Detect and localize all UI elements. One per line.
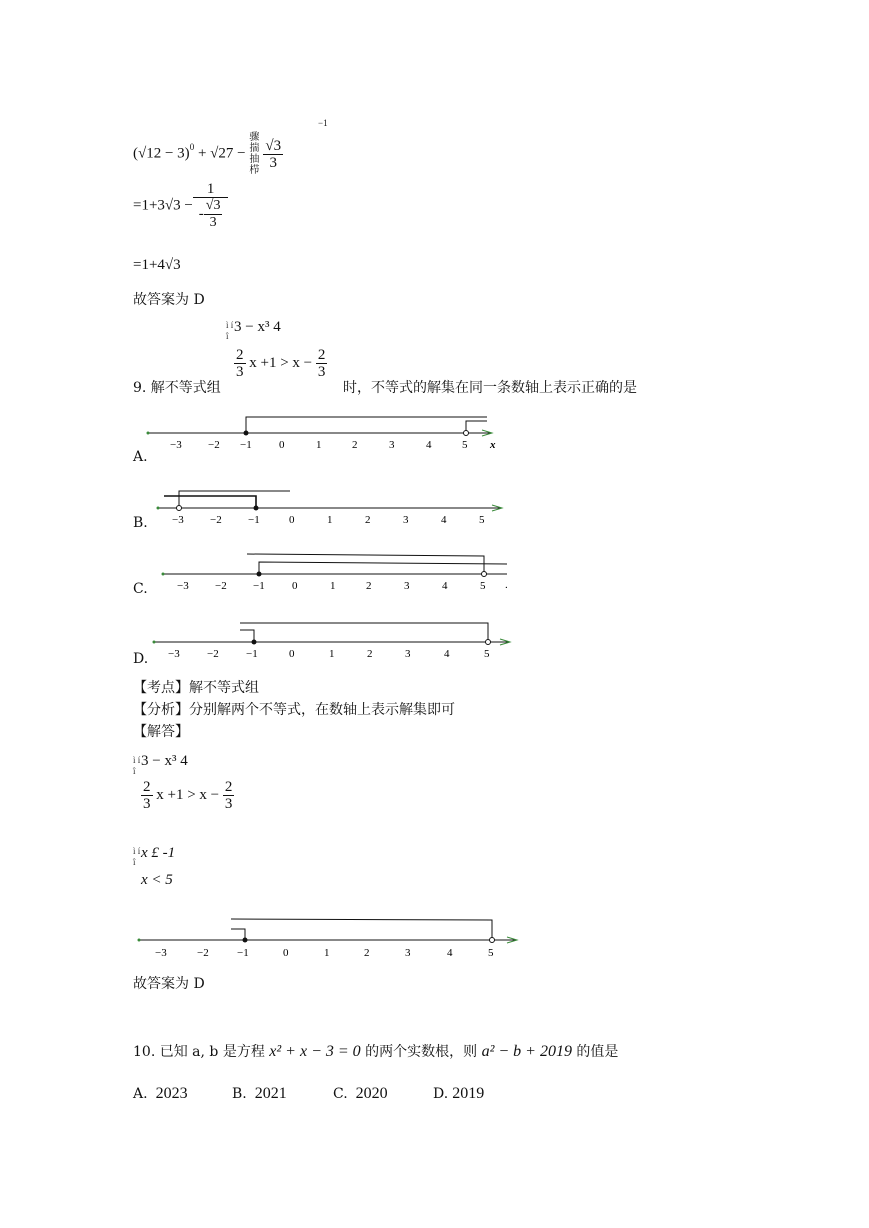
tick-label: 1 [329, 648, 335, 659]
q9-fenxi: 【分析】分别解两个不等式，在数轴上表示解集即可 [133, 702, 455, 718]
tick-label: 0 [283, 947, 289, 959]
calc-term-2: + √27 − [194, 145, 250, 162]
answer-q8: 故答案为 D [133, 292, 205, 308]
q9-option-d-numberline[interactable] [148, 617, 518, 659]
answer-q9: 故答案为 D [133, 976, 205, 992]
tick-label: −2 [208, 439, 220, 451]
q10-expression: a² − b + 2019 [481, 1043, 572, 1060]
calc-term-1: (√12 − 3) [133, 145, 190, 162]
tick-label: 3 [389, 439, 395, 451]
q9-inequality-1: 3 − x³ 4 [234, 319, 281, 335]
q9-option-d-label[interactable]: D. [133, 651, 149, 667]
q9-inequality-2: $\frac{2}{3}$ x +1 > x − $\frac{2}{3}$ [236, 347, 326, 380]
calc-line-2-prefix: =1+3√3 − [133, 197, 193, 214]
q9-option-a-label[interactable]: A. [133, 449, 148, 465]
q10-text-b: 的两个实数根，则 [360, 1044, 482, 1060]
q9-solution-numberline [133, 912, 523, 960]
tick-label: 3 [404, 580, 410, 592]
tick-label: 1 [327, 514, 333, 526]
system-brace: ì í î [226, 320, 234, 341]
tick-label: 4 [426, 439, 432, 451]
q10-stem [133, 1041, 618, 1061]
q9-kaodian: 【考点】解不等式组 [133, 680, 259, 696]
tick-label: −1 [246, 648, 258, 659]
tick-label: −2 [215, 580, 227, 592]
q10-option-a[interactable]: A. 2023 [133, 1085, 188, 1102]
tick-label: 4 [444, 648, 450, 659]
tick-label: 2 [367, 648, 373, 659]
tick-label: 5 [479, 514, 485, 526]
open-dot [486, 640, 491, 645]
open-dot [464, 431, 469, 436]
q9-result-2: x < 5 [141, 872, 173, 888]
q9-sol-ineq-1: 3 − x³ 4 [141, 753, 188, 769]
tick-label: 0 [289, 514, 295, 526]
q9-prompt: 时，不等式的解集在同一条数轴上表示正确的是 [343, 380, 637, 396]
tick-label: 1 [316, 439, 322, 451]
q10-equation: x² + x − 3 = 0 [269, 1043, 361, 1060]
q10-text-a: 10. 已知 a, b 是方程 [133, 1044, 270, 1060]
open-dot [177, 506, 182, 511]
tick-label: 2 [365, 514, 371, 526]
tick-label: 4 [442, 580, 448, 592]
tick-label: −1 [237, 947, 249, 959]
tick-label: 4 [447, 947, 453, 959]
q9-option-c-numberline[interactable] [155, 550, 525, 592]
closed-dot [244, 431, 249, 436]
calc-line-3: =1+4√3 [133, 257, 181, 273]
tick-label: −2 [210, 514, 222, 526]
q10-option-d[interactable]: D. 2019 [433, 1085, 485, 1102]
calc-garbled-bracket: 骤 揣 抽 栉 [249, 132, 260, 176]
calc-exp-0: 0 [189, 142, 195, 153]
axis-label-x: x [490, 439, 496, 451]
tick-label: 5 [488, 947, 494, 959]
q9-sol-ineq-2: $\frac{2}{3}$ x +1 > x − $\frac{2}{3}$ [143, 779, 233, 812]
q9-option-a-numberline[interactable] [140, 410, 510, 452]
closed-dot [254, 506, 259, 511]
tick-label: 5 [462, 439, 468, 451]
tick-label: −3 [177, 580, 189, 592]
tick-label: 0 [279, 439, 285, 451]
closed-dot [257, 572, 262, 577]
calc-line-1 [133, 132, 283, 176]
q9-option-b-numberline[interactable] [150, 485, 520, 527]
solution-brace-1: ì í î [133, 755, 141, 776]
tick-label: −3 [168, 648, 180, 659]
q10-option-c[interactable]: C. 2020 [333, 1085, 388, 1102]
tick-label: 2 [364, 947, 370, 959]
tick-label: 1 [324, 947, 330, 959]
tick-label: 3 [405, 648, 411, 659]
tick-label: −1 [253, 580, 265, 592]
tick-label: 3 [403, 514, 409, 526]
tick-label: 0 [289, 648, 295, 659]
tick-label: 4 [441, 514, 447, 526]
tick-label: 1 [330, 580, 336, 592]
tick-label: −1 [240, 439, 252, 451]
open-dot [482, 572, 487, 577]
tick-label: −3 [170, 439, 182, 451]
tick-label: 0 [292, 580, 298, 592]
q9-result-1: x £ -1 [141, 845, 176, 861]
tick-label: −1 [248, 514, 260, 526]
tick-label: −2 [207, 648, 219, 659]
q9-option-b-label[interactable]: B. [133, 515, 148, 531]
tick-label: 5 [480, 580, 486, 592]
svg-text:.: . [505, 579, 508, 591]
calc-fraction-1: $\frac{√3}{3}$ [265, 137, 282, 171]
q10-option-b[interactable]: B. 2021 [232, 1085, 287, 1102]
solution-brace-2: ì í î [133, 846, 141, 867]
q9-option-a-ticks [170, 439, 496, 451]
q9-jieda: 【解答】 [133, 724, 189, 740]
calc-fraction-2: 1 - $\frac{√3}{3}$ [193, 181, 229, 231]
tick-label: 2 [352, 439, 358, 451]
tick-label: −2 [197, 947, 209, 959]
q9-number: 9. 解不等式组 [133, 380, 221, 396]
q9-option-c-label[interactable]: C. [133, 581, 148, 597]
tick-label: 3 [405, 947, 411, 959]
tick-label: 2 [366, 580, 372, 592]
calc-exp-neg1: −1 [318, 118, 328, 128]
closed-dot [243, 938, 248, 943]
calc-line-2 [133, 181, 228, 231]
q10-text-c: 的值是 [571, 1044, 619, 1060]
open-dot [490, 938, 495, 943]
tick-label: 5 [484, 648, 490, 659]
closed-dot [252, 640, 257, 645]
tick-label: −3 [172, 514, 184, 526]
tick-label: −3 [155, 947, 167, 959]
